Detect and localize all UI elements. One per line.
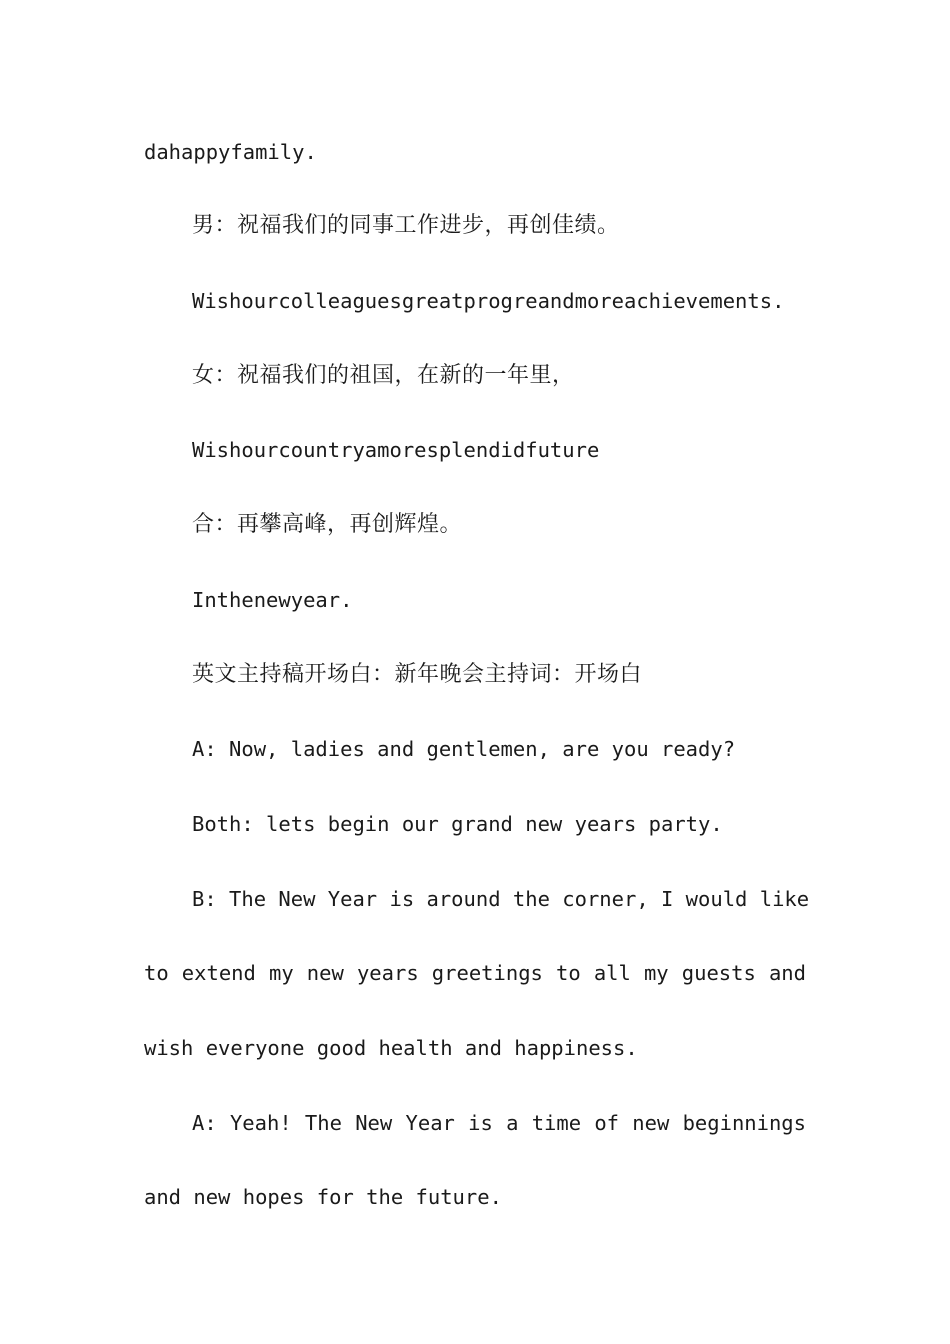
text-line: and new hopes for the future. xyxy=(144,1185,502,1209)
text-line: 女：祝福我们的祖国，在新的一年里， xyxy=(192,363,575,388)
text-line: 英文主持稿开场白：新年晚会主持词：开场白 xyxy=(192,662,643,687)
text-line: Both: lets begin our grand new years party. xyxy=(192,812,723,836)
text-line: 合：再攀高峰，再创辉煌。 xyxy=(192,512,463,537)
text-line: B: The New Year is around the corner, I would like xyxy=(192,887,810,911)
text-line: A: Now, ladies and gentlemen, are you ready? xyxy=(192,737,736,761)
text-line: to extend my new years greetings to all my guests and xyxy=(144,961,806,985)
text-line: A: Yeah! The New Year is a time of new beginnings xyxy=(192,1111,806,1135)
text-line: Wishourcountryamoresplendidfuture xyxy=(192,438,600,462)
text-line: Wishourcolleaguesgreatprogreandmoreachievements. xyxy=(192,289,785,313)
text-line: wish everyone good health and happiness. xyxy=(144,1036,638,1060)
text-line: dahappyfamily. xyxy=(144,140,317,164)
text-line: Inthenewyear. xyxy=(192,588,353,612)
text-line: 男：祝福我们的同事工作进步，再创佳绩。 xyxy=(192,213,620,238)
